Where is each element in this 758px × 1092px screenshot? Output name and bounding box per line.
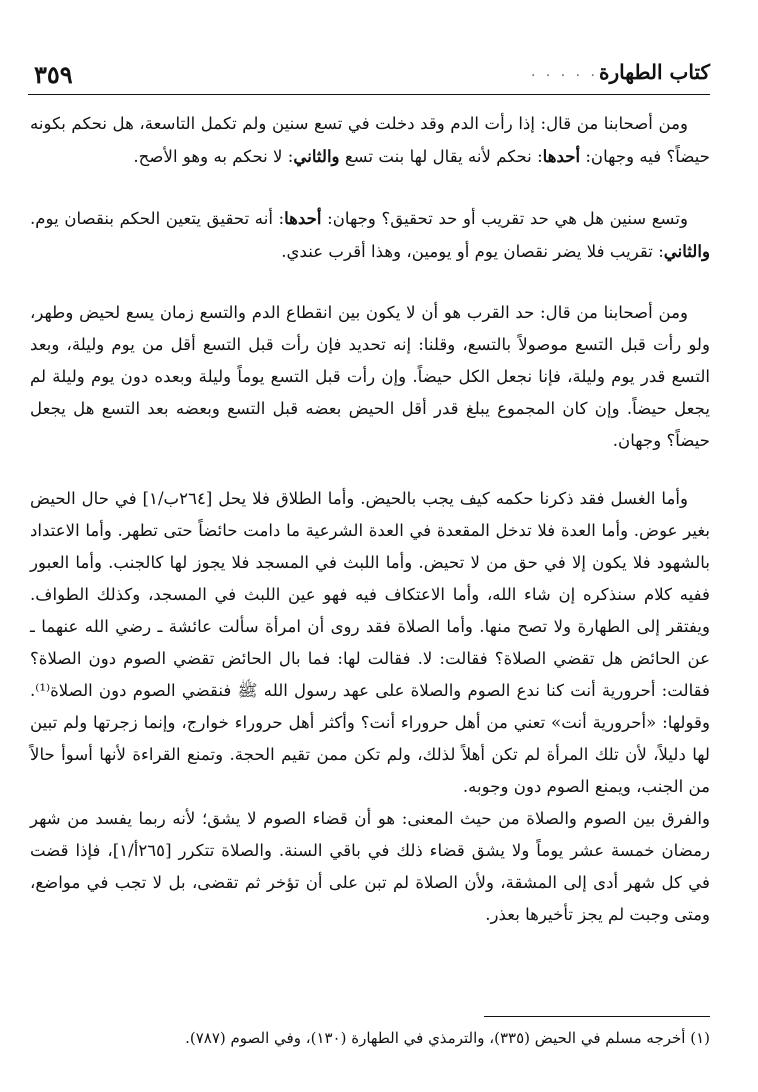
footnote: (١) أخرجه مسلم في الحيض (٣٣٥)، والترمذي في الطهارة (١٣٠)، وفي الصوم (٧٨٧).	[185, 1029, 710, 1047]
page-number: ٣٥٩	[34, 60, 73, 89]
paragraph-4: وأما الغسل فقد ذكرنا حكمه كيف يجب بالحيض. وأما الطلاق فلا يحل [٢٦٤ب/١] في حال الحيض بغير عوض. وأما العدة فلا تدخل المقعدة في العدة الشرعية ما دامت حائضاً حتى تطهر. وأما الاعتداد بالشهود فلا يكون إلا في حق من لا تحيض. وأما اللبث في المسجد فلا يجوز لها كالجنب. وأما العبور ففيه كلام سنذكره إن شاء الله، وأما الاعتكاف فيه فهو عين اللبث في المسجد، وكذلك الطواف. ويفتقر إلى الطهارة ولا تصح منها. وأما الصلاة فقد روى أن امرأة سألت عائشة ـ رضي الله عنهما ـ عن الحائض هل تقضي الصلاة؟ فقالت: لا. فقالت لها: فما بال الحائض تقضي الصوم دون الصلاة؟ فقالت: أحرورية أنت كنا ندع الصوم والصلاة على عهد رسول الله ﷺ فنقضي الصوم دون الصلاة⁽¹⁾. وقولها: «أحرورية أنت» تعني من أهل حروراء أنت؟ وأكثر أهل حروراء خوارج، وإنما زجرتها ولم تبين لها دليلاً، لأن تلك المرأة لم تكن أهلاً لذلك، ولم تكن ممن تقيم الحجة. وتمنع القراءة لأنها أسوأ حالاً من الجنب، ويمنع الصوم دون وجوبه.	[30, 489, 710, 796]
paragraph-2: وتسع سنين هل هي حد تقريب أو حد تحقيق؟ وجهان: أحدها: أنه تحقيق يتعين الحكم بنقصان يوم. والثاني: تقريب فلا يضر نقصان يوم أو يومين، وهذا أقرب عندي.	[30, 208, 710, 261]
footnote-separator	[484, 1016, 710, 1017]
paragraph-5: والفرق بين الصوم والصلاة من حيث المعنى: هو أن قضاء الصوم لا يشق؛ لأنه ربما يفسد من شهر رمضان خمسة عشر يوماً ولا يشق قضاء ذلك في باقي السنة. والصلاة تتكرر [٢٦٥أ/١]، فإذا قضت في كل شهر أدى إلى المشقة، ولأن الصلاة لم تبن على أن تؤخر ثم تقضى، بل لا تجب في مواضع، ومتى وجبت لم يجز تأخيرها بعذر.	[30, 809, 710, 924]
term-second: والثاني	[293, 146, 340, 166]
running-head-title: كتاب الطهارة	[599, 60, 710, 84]
page-header	[28, 54, 710, 95]
main-text	[30, 108, 710, 931]
header-dots: · · · · ·	[530, 68, 598, 84]
paragraph-3: ومن أصحابنا من قال: حد القرب هو أن لا يكون بين انقطاع الدم والتسع زمان يسع لحيض وطهر، ولو رأت قبل التسع موصولاً بالتسع، وقلنا: إنه تحديد فإن رأت قبل التسع أقل من يوم وليلة، وبعد التسع قدر يوم وليلة، فإنا نجعل الكل حيضاً. وإن رأت قبل التسع يوماً وليلة وبعده دون يوم وليلة لم يجعل حيضاً. وإن كان المجموع يبلغ قدر أقل الحيض بعضه قبل التسع وبعضه بعد التسع هل يجعل حيضاً؟ وجهان.	[30, 303, 710, 450]
term-first: أحدها	[542, 146, 581, 166]
term-first: أحدها	[284, 208, 322, 228]
term-second: والثاني	[663, 241, 710, 261]
paragraph-1: ومن أصحابنا من قال: إذا رأت الدم وقد دخلت في تسع سنين ولم تكمل التاسعة، هل نحكم بكونه حيضاً؟ فيه وجهان: أحدها: نحكم لأنه يقال لها بنت تسع والثاني: لا نحكم به وهو الأصح.	[30, 114, 710, 166]
